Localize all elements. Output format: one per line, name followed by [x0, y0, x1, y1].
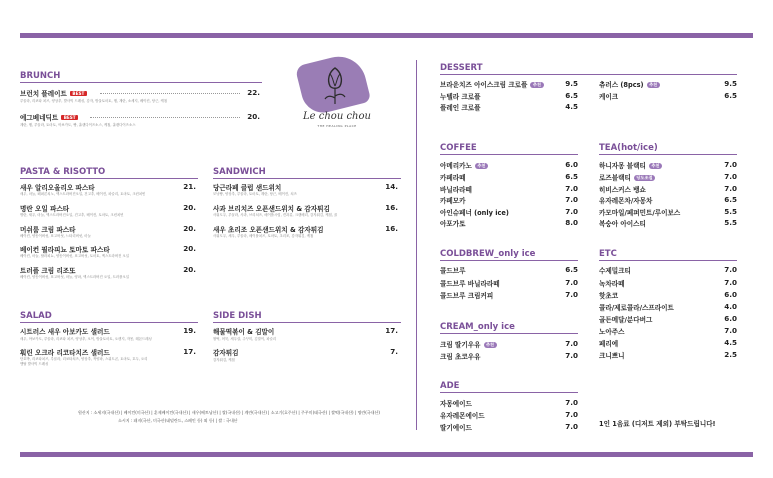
item-price: 7.	[390, 347, 398, 356]
menu-item: 에그베네딕트 BEST	[20, 112, 78, 122]
brunch-underline	[20, 82, 262, 83]
item-description: 사워도우, 루꼴라, 사과, 브리치즈, 메이플시럽, 견과류, 크랜베리, 감자튀김, 케첩, 꿀	[213, 213, 338, 217]
menu-item: 브라운치즈 아이스크림 크로플 추천	[440, 79, 544, 89]
item-description: 모닝빵, 양상추, 루꼴라, 토마토, 계란, 당근, 베이컨, 치즈	[213, 192, 297, 196]
etc-underline	[599, 260, 737, 261]
item-price: 16.	[385, 203, 398, 212]
item-price: 17.	[385, 326, 398, 335]
item-price: 6.0	[724, 314, 737, 323]
item-price: 8.0	[565, 218, 578, 227]
section-title-coldbrew: COLDBREW_only ice	[440, 249, 536, 259]
menu-item: 감자튀김	[213, 349, 239, 357]
menu-item: 츄러스 (8pcs) 추천	[599, 79, 660, 89]
item-price: 6.5	[724, 91, 737, 100]
coffee-underline	[440, 154, 578, 155]
item-price: 7.0	[565, 184, 578, 193]
item-price: 9.5	[724, 79, 737, 88]
menu-item: 해물떡볶이 & 김말이	[213, 328, 275, 336]
item-price: 20.	[183, 244, 196, 253]
item-price: 7.0	[724, 172, 737, 181]
item-price: 22.	[247, 88, 260, 97]
item-price: 7.0	[565, 195, 578, 204]
item-price: 2.5	[724, 350, 737, 359]
menu-item: 머쉬룸 크림 파스타	[20, 226, 76, 234]
tulip-icon	[318, 62, 352, 106]
section-title-coffee: COFFEE	[440, 143, 477, 153]
item-price: 4.5	[724, 338, 737, 347]
one-drink-notice: 1인 1음료 (디저트 제외) 부탁드립니다!	[599, 420, 716, 428]
menu-item: 콜드브루 바닐라라떼	[440, 280, 500, 288]
item-price: 20.	[183, 265, 196, 274]
menu-item: 페리에	[599, 340, 619, 348]
item-description: 명란, 새우, 마늘, 엑스트라버진오일, 건고추, 베이컨, 토마토, 크런치빈	[20, 213, 124, 217]
recommend-badge: 추천	[530, 82, 543, 88]
menu-item: 브런치 플레이트 BEST	[20, 88, 87, 98]
menu-item: 자몽에이드	[440, 400, 472, 408]
menu-item: 시트러스 새우 아보카도 샐러드	[20, 328, 110, 336]
menu-item: 골든메달/분다버그	[599, 316, 653, 324]
menu-item: 수제밀크티	[599, 267, 631, 275]
item-price: 7.0	[724, 326, 737, 335]
menu-item: 핫초코	[599, 292, 619, 300]
menu-item: 누텔라 크로플	[440, 93, 481, 101]
item-price: 7.0	[565, 207, 578, 216]
menu-item: 카페모카	[440, 197, 466, 205]
section-title-cream: CREAM_only ice	[440, 322, 515, 332]
item-description: 베이컨, 양송이버섯, 표고버섯, 마늘, 양파, 엑스트라버진 오일, 트러플오일	[20, 275, 129, 279]
item-price: 7.0	[565, 422, 578, 431]
bottom-border	[20, 452, 753, 457]
salad-underline	[20, 322, 198, 323]
item-price: 14.	[385, 182, 398, 191]
section-title-dessert: DESSERT	[440, 63, 483, 73]
item-price: 7.0	[565, 339, 578, 348]
menu-item: 하니자몽 블랙티 추천	[599, 160, 662, 170]
item-price: 7.0	[565, 278, 578, 287]
best-badge: BEST	[61, 115, 78, 120]
sandwich-underline	[213, 178, 401, 179]
menu-item: 새우 알리오올리오 파스타	[20, 184, 95, 192]
menu-item: 카모마일/페퍼민트/루이보스	[599, 209, 681, 217]
section-title-sandwich: SANDWICH	[213, 167, 266, 177]
item-description: 루꼴라, 리코타 치즈, 양상추, 발사믹 드레싱, 감자, 방울토마토, 햄, 계란, 소세지, 베이컨, 당근, 케첩	[20, 99, 168, 103]
sidedish-underline	[213, 322, 401, 323]
item-price: 9.5	[565, 79, 578, 88]
item-price: 7.0	[724, 160, 737, 169]
menu-item: 바닐라라떼	[440, 186, 472, 194]
item-price: 17.	[183, 347, 196, 356]
item-description: 단호박, 리코타치즈, 루꼴라, 리코타치즈, 양상추, 적양파, 스위트콘, 토마토, 호두, 오리엔탈 발사믹 드레싱	[20, 357, 148, 366]
top-border	[20, 33, 753, 38]
logo-wordmark: Le chou chou	[303, 111, 371, 122]
menu-item: 크니쁘니	[599, 352, 625, 360]
item-price: 6.5	[565, 172, 578, 181]
origin-note: 소시지 : 돼지(국산, 미국산(네덜란드, 스페인 등) 외 등) | 쌀 : 국내산	[118, 418, 238, 423]
recommend-badge: 추천	[475, 163, 488, 169]
menu-item: 콜드브루	[440, 267, 466, 275]
menu-item: 녹차라떼	[599, 280, 625, 288]
item-price: 5.5	[724, 218, 737, 227]
pasta-underline	[20, 178, 198, 179]
menu-item: 콜라/제로콜라/스프라이트	[599, 304, 674, 312]
section-title-brunch: BRUNCH	[20, 71, 61, 81]
menu-item: 케이크	[599, 93, 619, 101]
item-price: 16.	[385, 224, 398, 233]
ade-underline	[440, 392, 578, 393]
dessert-underline	[440, 74, 737, 75]
item-price: 7.0	[724, 278, 737, 287]
item-description: 사워도우, 새우, 루꼴라, 메이플치즈, 토마토, 초리조, 감자튀김, 케첩	[213, 234, 314, 238]
menu-item: 히비스커스 뱅쇼	[599, 186, 646, 194]
item-description: 새우, 마늘, 페퍼론치노, 엑스트라버진오일, 건고추, 베이컨, 파슬리, 토마토, 크런치빈	[20, 192, 146, 196]
item-price: 5.5	[724, 207, 737, 216]
tea-underline	[599, 154, 737, 155]
item-price: 6.0	[565, 160, 578, 169]
item-description: 계란, 햄, 루꼴라, 토마토, 아보카도, 빵, 홀랜다이즈소스, 케첩, 홀랜다이즈소스	[20, 123, 136, 127]
item-price: 7.0	[565, 398, 578, 407]
coldbrew-underline	[440, 260, 578, 261]
section-title-pasta: PASTA & RISOTTO	[20, 167, 106, 177]
menu-item: 로즈블랙티 당도조절	[599, 172, 655, 182]
menu-item: 새우 초리조 오픈샌드위치 & 감자튀김	[213, 226, 324, 234]
logo-subtitle: THE HEALING PLACE	[317, 124, 357, 128]
menu-item: 아인슈페너 (only ice)	[440, 209, 509, 217]
item-price: 20.	[183, 203, 196, 212]
item-price: 19.	[183, 326, 196, 335]
menu-item: 플레인 크로플	[440, 104, 481, 112]
best-badge: BEST	[70, 91, 87, 96]
item-price: 7.0	[565, 351, 578, 360]
item-price: 21.	[183, 182, 196, 191]
menu-item: 베이컨 필라피뇨 토마토 파스타	[20, 246, 110, 254]
menu-item: 크림 초코우유	[440, 353, 481, 361]
menu-item: 노아주스	[599, 328, 625, 336]
menu-item: 명란 오일 파스타	[20, 205, 70, 213]
recommend-badge: 추천	[484, 342, 497, 348]
menu-item: 트러플 크림 리조또	[20, 267, 76, 275]
cream-underline	[440, 333, 578, 334]
menu-item: 아메리카노 추천	[440, 160, 488, 170]
recommend-badge: 추천	[647, 82, 660, 88]
sweetness-badge: 당도조절	[634, 175, 655, 181]
section-title-etc: ETC	[599, 249, 617, 259]
leader-dots	[90, 117, 240, 118]
item-price: 7.0	[565, 290, 578, 299]
item-price: 20.	[247, 112, 260, 121]
section-title-ade: ADE	[440, 381, 460, 391]
section-title-tea: TEA(hot/ice)	[599, 143, 658, 153]
item-price: 4.5	[565, 102, 578, 111]
menu-item: 콜드브루 크림커피	[440, 292, 494, 300]
item-price: 6.5	[565, 265, 578, 274]
item-description: 감자튀김, 케첩	[213, 358, 235, 362]
origin-note: 원산지 : 소세지(국내산) | 베이컨(미국산) | 훈제베이컨(국내산) | 새우(베트남산) | 쌀(국내산) | 계란(국내산) | 소고기(호주산) | 주꾸미(태국산) | 쌀떡(국내산) | 명란(국내산)	[78, 410, 380, 415]
menu-item: 훠린 오크라 리코타치즈 샐러드	[20, 349, 110, 357]
leader-dots	[100, 93, 240, 94]
item-description: 쌀떡, 어묵, 새우살, 주꾸미, 김말이, 파슬리	[213, 337, 277, 341]
item-description: 새우, 아보카도, 루꼴라, 리코타 치즈, 양상추, 오이, 방울토마토, 오렌지, 자몽, 레몬드레싱	[20, 337, 152, 341]
item-price: 7.0	[724, 184, 737, 193]
item-price: 6.5	[565, 91, 578, 100]
menu-item: 복숭아 아이스티	[599, 220, 646, 228]
menu-item: 딸기에이드	[440, 424, 472, 432]
item-description: 베이컨, 마늘, 할라피뇨, 양송이버섯, 표고버섯, 토마토, 엑스트라버진 오일	[20, 254, 129, 258]
menu-item: 크림 딸기우유 추천	[440, 339, 497, 349]
item-price: 6.5	[724, 195, 737, 204]
item-price: 7.0	[565, 410, 578, 419]
center-divider	[416, 60, 417, 430]
section-title-salad: SALAD	[20, 311, 52, 321]
menu-item: 사과 브리치즈 오픈샌드위치 & 감자튀김	[213, 205, 330, 213]
menu-item: 유자레몬차/자몽차	[599, 197, 653, 205]
recommend-badge: 추천	[649, 163, 662, 169]
item-price: 7.0	[724, 265, 737, 274]
item-price: 6.0	[724, 290, 737, 299]
menu-item: 카페라떼	[440, 174, 466, 182]
item-price: 4.0	[724, 302, 737, 311]
item-description: 베이컨, 양송이버섯, 표고버섯, 느타리버섯, 마늘	[20, 234, 91, 238]
item-price: 20.	[183, 224, 196, 233]
menu-item: 아포가토	[440, 220, 466, 228]
menu-item: 유자레몬에이드	[440, 412, 485, 420]
menu-item: 당근라페 클럽 샌드위치	[213, 184, 282, 192]
section-title-sidedish: SIDE DISH	[213, 311, 262, 321]
